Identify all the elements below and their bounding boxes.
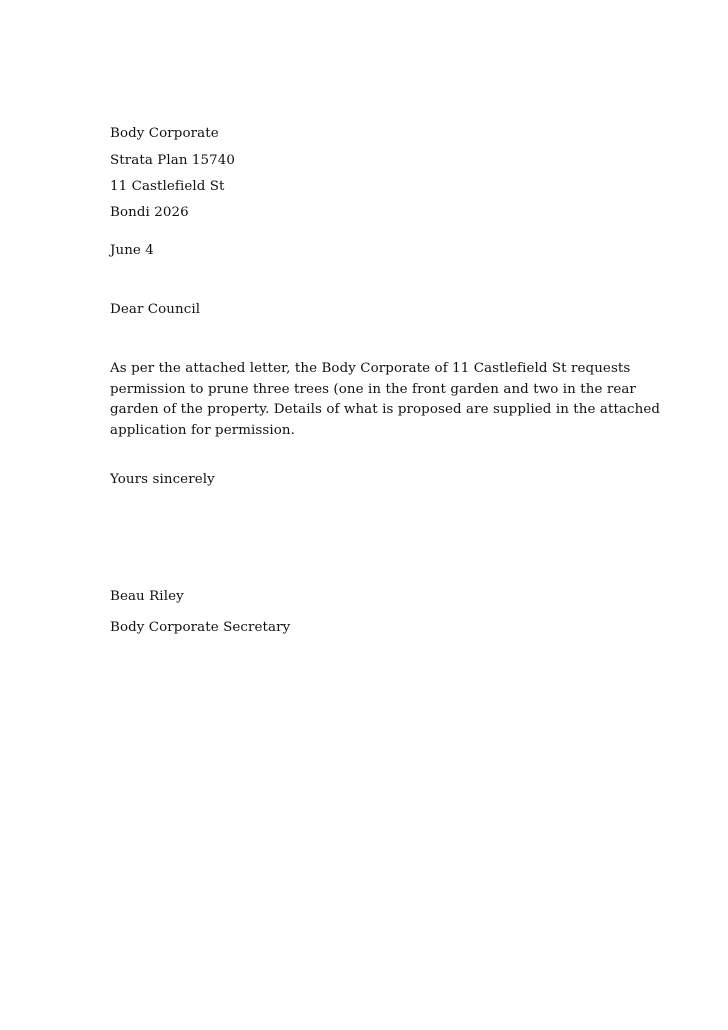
body-line: garden of the property. Details of what is proposed are supplied in the attached (110, 402, 661, 417)
body-line: application for permission. (110, 422, 296, 438)
body-line: permission to prune three trees (one in the front garden and two in the rear (110, 381, 636, 397)
sender-suburb: Bondi 2026 (110, 205, 189, 220)
sender-strata-plan: Strata Plan 15740 (110, 153, 236, 168)
sender-name: Body Corporate (110, 126, 219, 141)
sender-street: 11 Castlefield St (110, 179, 225, 194)
salutation: Dear Council (110, 302, 201, 317)
signatory-title: Body Corporate Secretary (110, 620, 291, 635)
body-line: As per the attached letter, the Body Corporate of 11 Castlefield St requests (110, 361, 631, 376)
signatory-name: Beau Riley (110, 589, 184, 604)
letter-date: June 4 (110, 243, 154, 258)
closing: Yours sincerely (110, 472, 215, 487)
letter-body (110, 359, 661, 441)
